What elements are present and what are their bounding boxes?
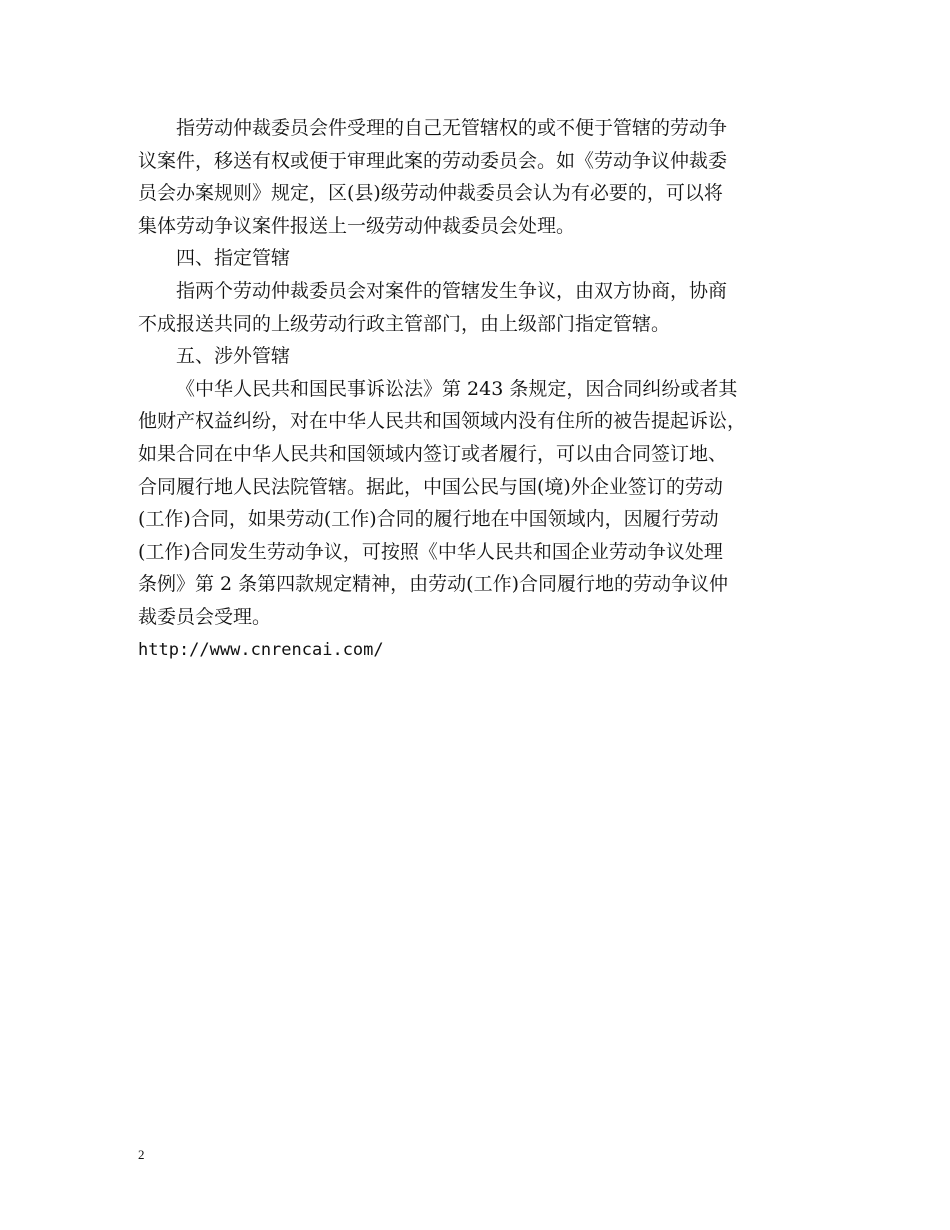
text-line: 指两个劳动仲裁委员会对案件的管辖发生争议，由双方协商，协商 <box>176 279 728 302</box>
text-line: 条例》第 2 条第四款规定精神，由劳动(工作)合同履行地的劳动争议仲 <box>138 573 728 596</box>
text-line: (工作)合同，如果劳动(工作)合同的履行地在中国领域内，因履行劳动 <box>138 508 719 531</box>
text-line: 《中华人民共和国民事诉讼法》第 243 条规定，因合同纠纷或者其 <box>176 377 738 400</box>
text-line: 如果合同在中华人民共和国领域内签订或者履行，可以由合同签订地、 <box>138 442 728 465</box>
text-line: 议案件，移送有权或便于审理此案的劳动委员会。如《劳动争议仲裁委 <box>138 149 728 172</box>
paragraph-foreign-jurisdiction <box>138 373 818 634</box>
text-line: 指劳动仲裁委员会件受理的自己无管辖权的或不便于管辖的劳动争 <box>176 117 728 139</box>
text-line: 他财产权益纠纷，对在中华人民共和国领域内没有住所的被告提起诉讼， <box>138 410 747 433</box>
text-line: 集体劳动争议案件报送上一级劳动仲裁委员会处理。 <box>138 214 576 237</box>
paragraph-transfer-jurisdiction <box>138 112 818 242</box>
text-line: 合同履行地人民法院管辖。据此，中国公民与国(境)外企业签订的劳动 <box>138 475 723 498</box>
source-url-line <box>138 634 818 667</box>
source-url: http://www.cnrencai.com/ <box>138 639 384 660</box>
text-line: (工作)合同发生劳动争议，可按照《中华人民共和国企业劳动争议处理 <box>138 540 723 563</box>
text-line: 员会办案规则》规定，区(县)级劳动仲裁委员会认为有必要的，可以将 <box>138 182 723 205</box>
document-body <box>138 112 818 666</box>
heading-text: 四、指定管辖 <box>176 247 291 270</box>
paragraph-designated-jurisdiction <box>138 275 818 340</box>
section-heading-foreign <box>138 340 818 373</box>
text-line: 不成报送共同的上级劳动行政主管部门，由上级部门指定管辖。 <box>138 312 671 335</box>
page-number: 2 <box>138 1147 145 1162</box>
section-heading-designated <box>138 242 818 275</box>
heading-text: 五、涉外管辖 <box>176 345 291 368</box>
text-line: 裁委员会受理。 <box>138 605 272 628</box>
